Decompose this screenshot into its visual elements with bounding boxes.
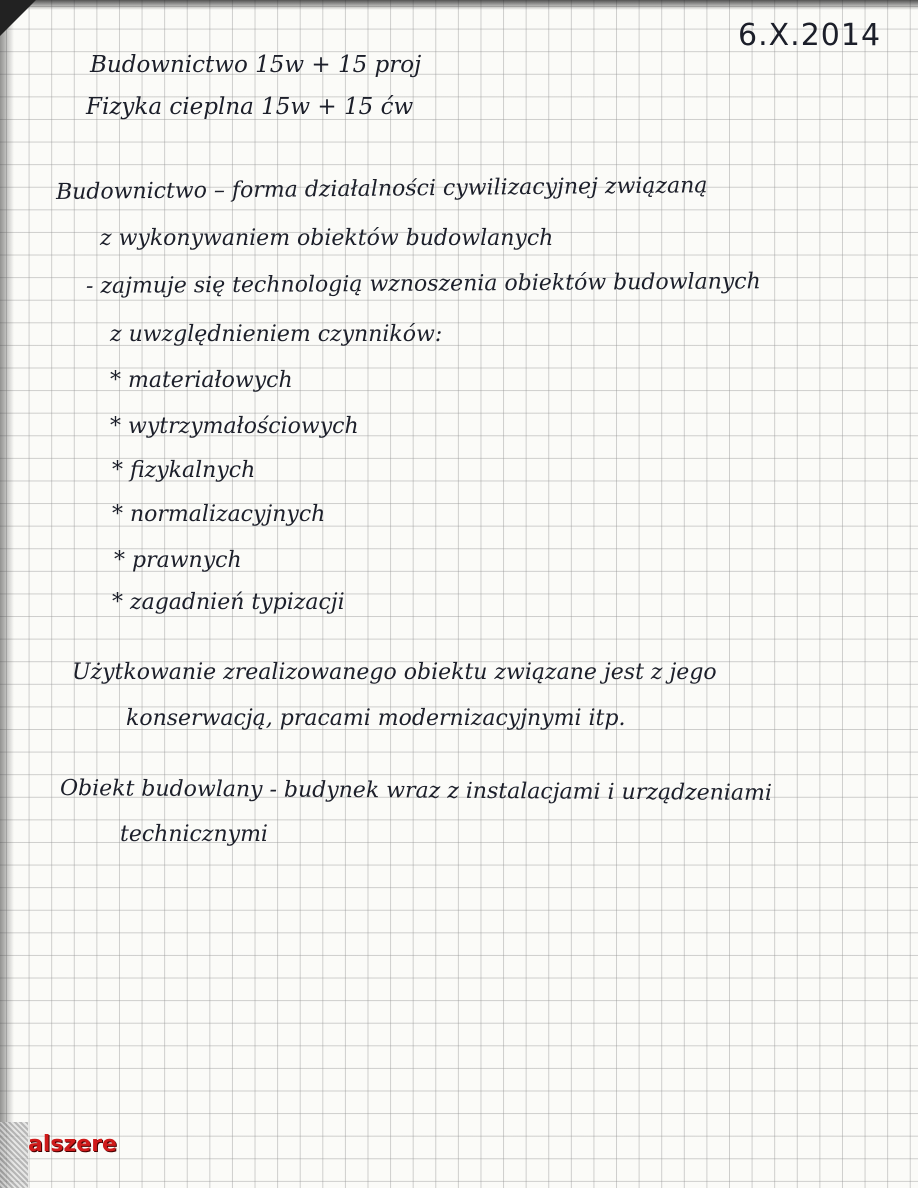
definition-budownictwo-line-2: z wykonywaniem obiektów budowlanych bbox=[100, 226, 554, 251]
definition-obiekt-line-1: Obiekt budowlany - budynek wraz z instalacjami i urządzeniami bbox=[59, 776, 772, 806]
watermark bbox=[0, 1122, 130, 1188]
usage-line-1: Użytkowanie zrealizowanego obiektu związane jest z jego bbox=[72, 660, 717, 685]
header-line-1: Budownictwo 15w + 15 proj bbox=[90, 52, 422, 78]
definition-budownictwo-line-4: z uwzględnieniem czynników: bbox=[110, 322, 443, 347]
factor-item: * fizykalnych bbox=[112, 458, 256, 483]
header-line-2: Fizyka cieplna 15w + 15 ćw bbox=[86, 94, 414, 120]
page-edge-shadow bbox=[0, 0, 14, 1188]
definition-budownictwo-line-1: Budownictwo – forma działalności cywilizacyjnej związaną bbox=[55, 173, 708, 205]
watermark-text: alszere bbox=[28, 1132, 117, 1157]
watermark-texture bbox=[0, 1122, 28, 1188]
factor-item: * prawnych bbox=[114, 548, 242, 573]
factor-item: * materiałowych bbox=[110, 368, 293, 393]
definition-obiekt-line-2: technicznymi bbox=[120, 822, 268, 847]
page-top-shadow bbox=[0, 0, 918, 10]
factor-item: * normalizacyjnych bbox=[112, 502, 326, 527]
factor-item: * wytrzymałościowych bbox=[110, 414, 359, 439]
date: 6.X.2014 bbox=[738, 18, 882, 53]
usage-line-2: konserwacją, pracami modernizacyjnymi itp. bbox=[126, 706, 626, 731]
definition-budownictwo-line-3: - zajmuje się technologią wznoszenia obiektów budowlanych bbox=[85, 269, 761, 299]
page-corner bbox=[0, 0, 36, 36]
factor-item: * zagadnień typizacji bbox=[112, 590, 345, 615]
